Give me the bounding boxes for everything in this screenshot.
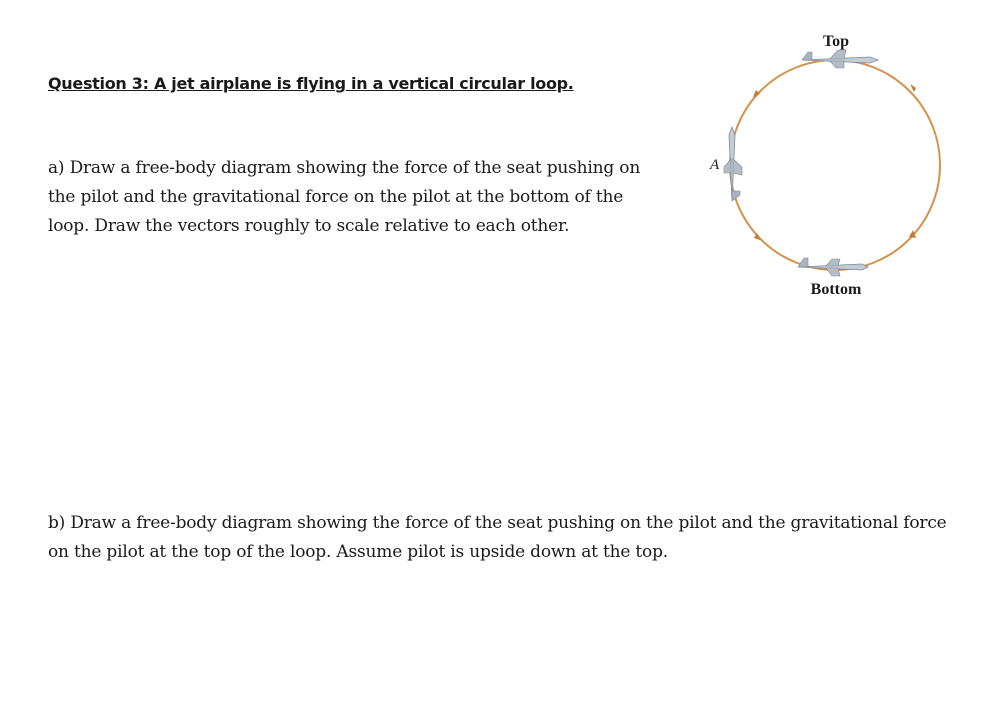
part-b-prompt: b) Draw a free-body diagram showing the force of the seat pushing on the pilot and the gravitational force on the pilot at the top of the loop. Assume pilot is upside down at the top. [48,513,947,562]
loop-diagram-svg [690,20,960,305]
direction-arrows [753,84,916,240]
label-top: Top [822,33,850,50]
part-a-prompt: a) Draw a free-body diagram showing the force of the seat pushing on the pilot and the gravitational force on the pilot at the bottom of the loop. Draw the vectors roughly to scale relative to each other. [48,158,641,236]
label-a: A [710,157,720,173]
loop-path [730,60,940,270]
direction-arrow [910,84,916,92]
label-bottom: Bottom [810,281,862,298]
loop-diagram [690,20,960,305]
question-title: Question 3: A jet airplane is flying in a vertical circular loop. [48,74,574,93]
jet-bottom [798,258,868,276]
